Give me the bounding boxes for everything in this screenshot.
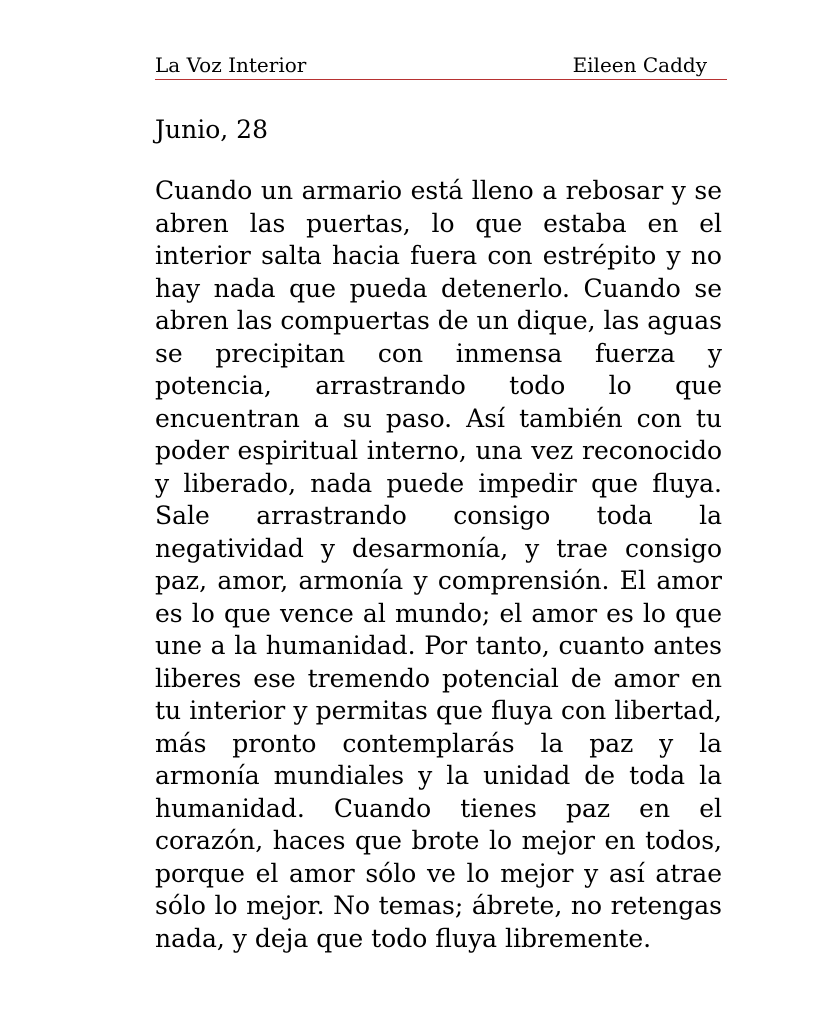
header-rule	[155, 79, 727, 80]
running-header	[155, 52, 727, 80]
entry-date: Junio, 28	[155, 115, 268, 144]
book-title: La Voz Interior	[155, 53, 307, 77]
entry-body-paragraph: Cuando un armario está lleno a rebosar y se abren las puertas, lo que estaba en el interior salta hacia fuera con estrépito y no hay nada que pueda detenerlo. Cuando se abren las compuertas de un dique, las aguas se precipitan con inmensa fuerza y potencia, arrastrando todo lo que encuentran a su paso. Así también con tu poder espiritual interno, una vez reconocido y liberado, nada puede impedir que fluya. Sale arrastrando consigo toda la negatividad y desarmonía, y trae consigo paz, amor, armonía y comprensión. El amor es lo que vence al mundo; el amor es lo que une a la humanidad. Por tanto, cuanto antes liberes ese tremendo potencial de amor en tu interior y permitas que fluya con libertad, más pronto contemplarás la paz y la armonía mundiales y la unidad de toda la humanidad. Cuando tienes paz en el corazón, haces que brote lo mejor en todos, porque el amor sólo ve lo mejor y así atrae sólo lo mejor. No temas; ábrete, no retengas nada, y deja que todo fluya libremente.	[155, 176, 722, 953]
author-name: Eileen Caddy	[572, 53, 707, 77]
